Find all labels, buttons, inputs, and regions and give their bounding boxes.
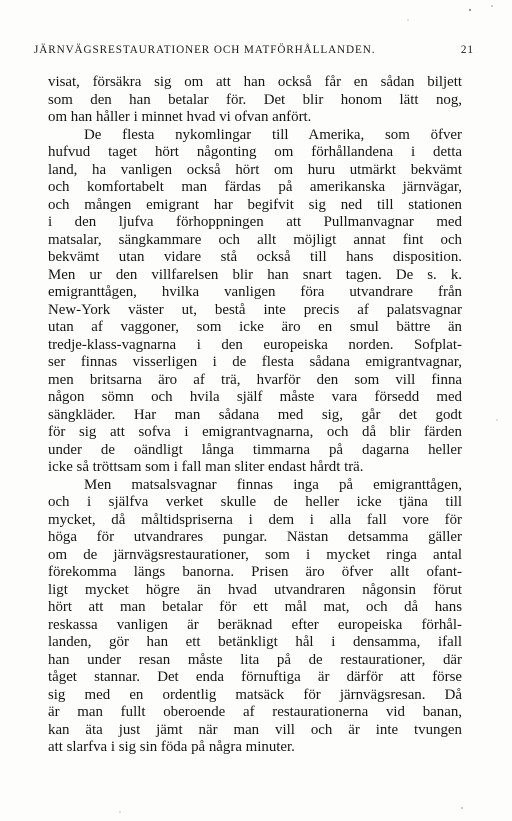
text-line: landen, gör han ett betänkligt hål i densamma, ifall bbox=[48, 634, 462, 650]
text-line: förekomma längs banorna. Prisen äro öfver allt ofant- bbox=[48, 564, 462, 580]
text-line: Men matsalsvagnar finnas inga på emigranttågen, bbox=[84, 476, 462, 493]
text-line: ligt mycket högre än hvad utvandraren någonsin förut bbox=[48, 581, 462, 598]
text-line: under de oändligt långa timmarna på dagarna heller bbox=[48, 441, 462, 458]
text-line: sig med en ordentlig matsäck för järnvägsresan. Då bbox=[48, 686, 462, 703]
speck bbox=[461, 807, 463, 809]
text-line: mycket, då måltidspriserna i dem i alla fall vore för bbox=[48, 511, 462, 528]
text-line: visat, försäkra sig om att han också får en sådan biljett bbox=[48, 74, 462, 90]
text-line: tredje-klass-vagnarna i den europeiska norden. Sofplat- bbox=[48, 336, 462, 353]
text-line: han under resan måste lita på de restaurationer, där bbox=[48, 651, 462, 668]
text-line: Men ur den villfarelsen blir han snart tagen. De s. k. bbox=[48, 266, 462, 283]
text-line: någon sömn och hvila själf måste vara försedd med bbox=[48, 389, 462, 405]
text-line: ser finnas visserligen i de flesta sådana emigrantvagnar, bbox=[48, 354, 462, 370]
text-line: land, ha vanligen också hört om huru utmärkt bekvämt bbox=[48, 161, 462, 178]
text-line: men britsarna äro af trä, hvarför den som vill finna bbox=[48, 371, 462, 388]
speck bbox=[469, 9, 471, 11]
text-line: hufvud taget hört någonting om förhållandena i detta bbox=[48, 144, 462, 160]
text-line: och komfortabelt man färdas på amerikanska järnvägar, bbox=[48, 179, 462, 195]
text-line: icke så tröttsam som i fall man sliter endast hårdt trä. bbox=[48, 459, 364, 475]
text-line: kan äta just jämt när man vill och är inte tvungen bbox=[48, 721, 462, 738]
text-line: för sig att sofva i emigrantvagnarna, och då blir färden bbox=[48, 424, 462, 440]
text-line: om han håller i minnet hvad vi ofvan anfört. bbox=[48, 109, 312, 125]
text-line: matsalar, sängkammare och allt möjligt annat fint och bbox=[48, 231, 462, 248]
running-header bbox=[34, 44, 474, 60]
speck bbox=[491, 5, 493, 7]
text-line: bekvämt utan vidare stå också till hans disposition. bbox=[48, 249, 462, 265]
text-line: är man fullt oberoende af restaurationerna vid banan, bbox=[48, 704, 462, 720]
text-line: hört att man betalar för ett mål mat, och då hans bbox=[48, 599, 462, 615]
speck bbox=[407, 19, 408, 20]
text-line: New-York väster ut, bestå inte precis af palatsvagnar bbox=[48, 301, 462, 318]
page-number: 21 bbox=[460, 44, 474, 56]
running-title: JÄRNVÄGSRESTAURATIONER OCH MATFÖRHÅLLANDEN. bbox=[34, 44, 376, 56]
text-line: om de järnvägsrestaurationer, som i mycket ringa antal bbox=[48, 546, 462, 563]
text-line: i den ljufva förhoppningen att Pullmanvagnar med bbox=[48, 214, 462, 230]
text-line: De flesta nykomlingar till Amerika, som öfver bbox=[84, 126, 462, 143]
speck bbox=[119, 811, 121, 813]
text-line: emigranttågen, hvilka vanligen föra utvandrare från bbox=[48, 284, 462, 300]
body-text bbox=[48, 74, 462, 757]
text-line: tåget stannar. Det enda förnuftiga är därför att förse bbox=[48, 669, 462, 685]
text-line: höga för utvandrares pungar. Nästan detsamma gäller bbox=[48, 529, 462, 545]
text-line: och mången emigrant har begifvit sig ned till stationen bbox=[48, 196, 462, 213]
speck bbox=[496, 419, 498, 421]
text-line: sängkläder. Har man sådana med sig, går det godt bbox=[48, 406, 462, 423]
text-line: som den han betalar för. Det blir honom lätt nog, bbox=[48, 91, 462, 108]
text-line: att slarfva i sig sin föda på några minuter. bbox=[48, 739, 295, 755]
text-line: reskassa vanligen är beräknad efter europeiska förhål- bbox=[48, 616, 462, 633]
text-line: utan af vaggoner, som icke äro en smul bättre än bbox=[48, 319, 462, 335]
text-line: och i själfva verket skulle de heller icke tjäna till bbox=[48, 494, 462, 510]
